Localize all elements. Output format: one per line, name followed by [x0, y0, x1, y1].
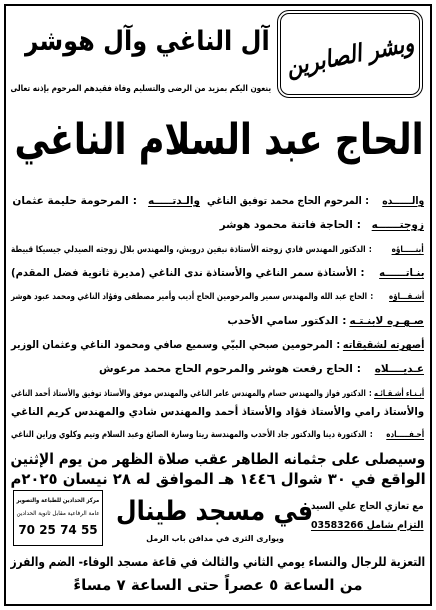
sponsor-phone-line	[310, 516, 424, 534]
mourning-hours-line	[10, 574, 426, 595]
relative-names: المرحومين صبحي البيّي وسميع صافي ومحمود الناغي وعثمان الوزير	[10, 339, 333, 351]
printer-phone-text: 70 25 74 55	[18, 523, 98, 537]
relative-names: المرحوم الحاج محمد توفيق الناغي	[206, 195, 362, 207]
relative-names: الأستاذة سمر الناغي والأستاذة ندى الناغي (مديرة ثانوية فضل المقدم)	[10, 267, 357, 279]
relative-row-content	[11, 339, 424, 351]
label-separator: :	[356, 363, 361, 375]
label-separator: :	[368, 388, 372, 398]
label-separator: :	[342, 315, 347, 327]
relative-row-content	[11, 245, 424, 255]
relative-row-content	[227, 315, 424, 327]
calligraphy-frame	[277, 10, 423, 98]
relative-label: أشـقـــاؤه	[388, 292, 424, 302]
sponsor-phone-text: التزام شامل 03583266	[311, 519, 424, 531]
relative-names: الدكتور المهندس فادي زوجته الأستاذة نيفين درويش، والمهندس بلال زوجته الصيدلي جيسيكا قبيطة	[11, 245, 366, 255]
relative-names: الحاجة فاتنة محمود هوشر	[219, 219, 353, 231]
printer-credit-box	[13, 490, 103, 546]
relative-label: عـديــــلاه	[374, 363, 424, 375]
relative-row-content	[99, 363, 424, 375]
mourning-hours-text: من الساعة ٥ عصراً حتى الساعة ٧ مساءً	[73, 575, 363, 594]
relative-label: صـهـره لابنـتـه	[349, 315, 424, 327]
relative-row-daughters	[10, 263, 424, 283]
label-separator: :	[356, 219, 361, 231]
deceased-name-text: الحاج عبد السلام الناغي	[14, 115, 424, 165]
label-separator: :	[370, 292, 373, 302]
relative-label: والــــــده	[381, 195, 424, 207]
relative-names: المرحومة حليمة عثمان	[12, 195, 129, 207]
relative-row-sons	[10, 240, 424, 260]
burial-place-text: ويوارى الثرى في مدافن باب الرمل	[146, 533, 284, 543]
mourning-location-line	[10, 551, 426, 572]
relative-row-grandchildren	[10, 425, 424, 445]
label-separator: :	[360, 267, 365, 279]
calligraphy-verse: وبشر الصابرين	[283, 28, 417, 82]
label-separator: :	[132, 195, 137, 207]
relative-names: الدكتور فواز والمهندس حسام والمهندس عامر الناغي والمهندس موفق والأستاذ توفيق والأستاذ أحمد الناغي	[10, 388, 366, 398]
relative-label: أبنـــــاؤه	[391, 245, 424, 255]
relative-row-content	[11, 267, 424, 279]
printer-address-text: عامة الرفاعية مقابل ثانوية الحدادين	[16, 509, 100, 517]
relative-label: والـدتـــــه	[148, 195, 200, 207]
mosque-name	[116, 491, 314, 531]
relative-names: الدكتور سامي الأحدب	[227, 315, 339, 327]
mourning-location-text: التعزية للرجال والنساء يومي الثاني والثالث في قاعة مسجد الوفاء- الضم والفرز	[10, 554, 426, 569]
relative-row-content	[11, 388, 424, 398]
relative-row-spouse	[10, 215, 424, 235]
families-heading	[24, 16, 270, 66]
relative-row-siblings	[10, 287, 424, 307]
condolence-line	[310, 497, 424, 515]
relative-row-father	[206, 191, 424, 211]
burial-place	[140, 531, 290, 545]
printer-address	[16, 507, 100, 519]
funeral-prayer-line	[10, 448, 426, 470]
funeral-date-text: الواقع في ٣٠ شوال ١٤٤٦ هـ الموافق له ٢٨ نيسان ٢٠٢٥م	[10, 470, 426, 488]
relative-row-content	[11, 430, 424, 440]
families-text: آل الناغي وآل هوشر	[24, 25, 270, 57]
announcement-text: ينعون اليكم بمزيد من الرضى والتسليم وفاة فقيدهم المرحوم بإذنه تعالى	[10, 84, 272, 94]
relative-row-sisters-husbands	[10, 335, 424, 355]
relative-row-son-in-law	[10, 311, 424, 331]
printer-name	[16, 494, 100, 507]
condolence-text: مع تعازي الحاج علي السيد	[311, 500, 424, 512]
relative-label: أحـفـــــاده	[386, 430, 424, 440]
funeral-prayer-text: وسيصلى على جثمانه الطاهر عقب صلاة الظهر من يوم الإثنين	[10, 450, 426, 468]
label-separator: :	[369, 430, 373, 440]
relative-row-content	[207, 195, 424, 207]
announcement-line	[10, 80, 272, 98]
relative-label: بنـاتــــــه	[378, 267, 424, 279]
relative-row-mother	[10, 191, 200, 211]
relative-label: أبـنـاء أشـقـائـه	[373, 388, 424, 398]
relative-label: أصهرته لشقيقاته	[342, 339, 424, 351]
relative-row-nephews-continued	[10, 402, 424, 422]
funeral-date-line	[10, 469, 426, 489]
relative-names: الدكتورة دينا والدكتور جاد الأحدب والمهندسة ريتا وسارة الصائغ وعبد السلام وتيم وكلوي وراين الناغي	[10, 430, 367, 440]
relative-row-content	[12, 195, 200, 207]
relative-names: والأستاذ رامي والأستاذ فؤاد والأستاذ أحمد والمهندس شادي والمهندس كريم الناغي	[10, 406, 424, 418]
deceased-name	[14, 104, 424, 176]
label-separator: :	[369, 245, 373, 255]
printer-phone	[16, 519, 100, 541]
printer-name-text: مركز الحدادين للطباعة والتصوير	[16, 497, 100, 504]
relative-names: الحاج رفعت هوشر والمرحوم الحاج محمد مرعوش	[99, 363, 353, 375]
relative-label: زوجتــــــه	[371, 219, 424, 231]
calligraphy-wrapper	[283, 26, 417, 84]
relative-row-brothers-in-law	[10, 359, 424, 379]
label-separator: :	[364, 195, 369, 207]
mosque-name-text: في مسجد طينال	[116, 495, 314, 527]
relative-names: الحاج عبد الله والمهندس سمير والمرحومين الحاج أديب وأمير مصطفى وفؤاد الناغي ومحمد عبود هوشر	[10, 292, 367, 302]
label-separator: :	[335, 339, 340, 351]
relative-row-content	[220, 219, 424, 231]
relative-row-content	[11, 292, 424, 302]
relative-row-nephews	[10, 383, 424, 403]
